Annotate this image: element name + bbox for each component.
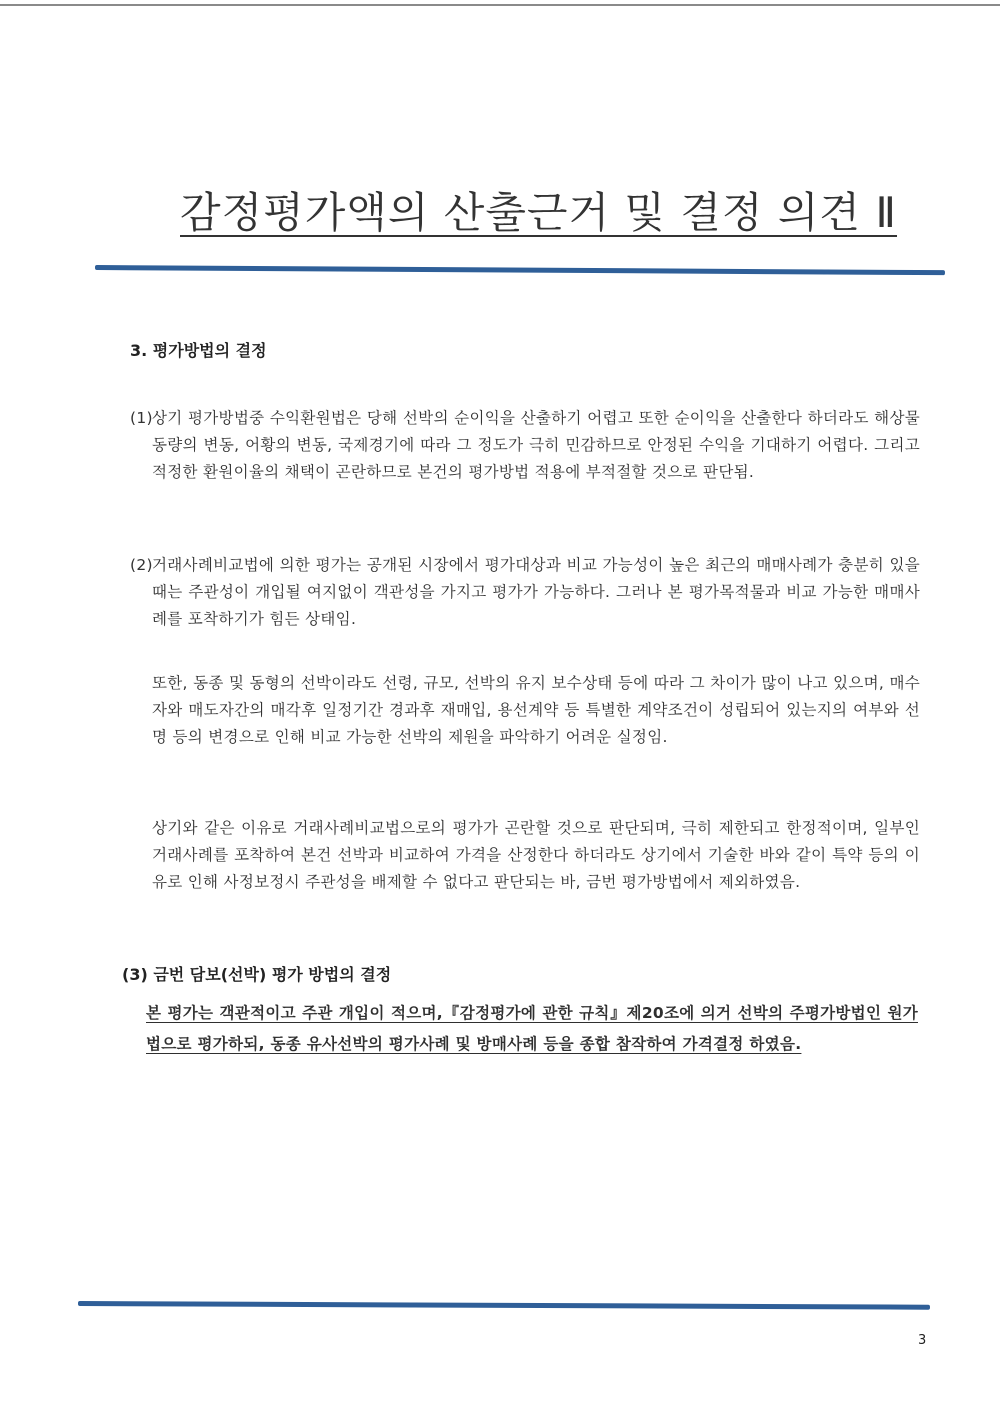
- item-number-1: (1): [130, 409, 153, 427]
- page-top-edge: [0, 4, 1000, 6]
- footer-divider: [78, 1301, 930, 1310]
- paragraph-item-2: [130, 552, 920, 633]
- paragraph-item-1: [130, 405, 920, 486]
- item-3-text: 본 평가는 객관적이고 주관 개입이 적으며,『감정평가에 관한 규칙』제20조에 의거 선박의 주평가방법인 원가법으로 평가하되, 동종 유사선박의 평가사례 및 방매사례 등을 종합 참작하여 가격결정 하였음.: [146, 1004, 918, 1053]
- item-number-2: (2): [130, 556, 153, 574]
- item-1-text: 상기 평가방법중 수익환원법은 당해 선박의 순이익을 산출하기 어렵고 또한 순이익을 산출한다 하더라도 해상물동량의 변동, 어황의 변동, 국제경기에 따라 그 정도가 극히 민감하므로 안정된 수익을 기대하기 어렵다. 그리고 적정한 환원이율의 채택이 곤란하므로 본건의 평가방법 적용에 부적절할 것으로 판단됨.: [152, 409, 920, 481]
- section-heading: 3. 평가방법의 결정: [130, 341, 267, 360]
- item-3-heading: (3) 금번 담보(선박) 평가 방법의 결정: [122, 965, 392, 984]
- item-2-paragraph-3: 상기와 같은 이유로 거래사례비교법으로의 평가가 곤란할 것으로 판단되며, 극히 제한되고 한정적이며, 일부인 거래사례를 포착하여 본건 선박과 비교하여 가격을 산정한다 하더라도 상기에서 기술한 바와 같이 특약 등의 이유로 인해 사정보정시 주관성을 배제할 수 없다고 판단되는 바, 금번 평가방법에서 제외하였음.: [152, 819, 920, 891]
- page-number: 3: [918, 1333, 927, 1348]
- item-2-paragraph-2: 또한, 동종 및 동형의 선박이라도 선령, 규모, 선박의 유지 보수상태 등에 따라 그 차이가 많이 나고 있으며, 매수자와 매도자간의 매각후 일정기간 경과후 재매입, 용선계약 등 특별한 계약조건이 성립되어 있는지의 여부와 선명 등의 변경으로 인해 비교 가능한 선박의 제원을 파악하기 어려운 실정임.: [152, 674, 920, 746]
- item-2-text: 거래사례비교법에 의한 평가는 공개된 시장에서 평가대상과 비교 가능성이 높은 최근의 매매사례가 충분히 있을 때는 주관성이 개입될 여지없이 객관성을 가지고 평가가 가능하다. 그러나 본 평가목적물과 비교 가능한 매매사례를 포착하기가 힘든 상태임.: [152, 556, 920, 628]
- page-title: 감정평가액의 산출근거 및 결정 의견 Ⅱ: [180, 188, 898, 237]
- header-divider: [95, 265, 945, 275]
